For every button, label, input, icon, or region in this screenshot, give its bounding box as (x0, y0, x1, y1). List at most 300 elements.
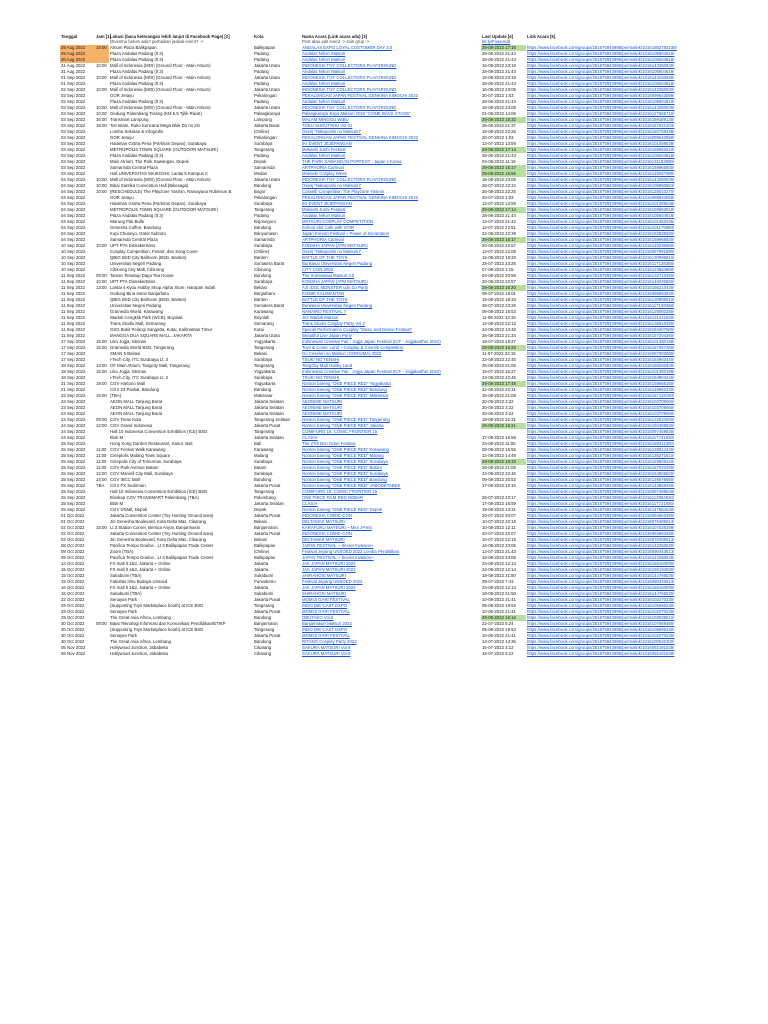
event-name-link[interactable]: Andalas Nihon Matsuri (302, 98, 346, 104)
event-name-link[interactable]: JAK JAPAN MATSURI 2022 (302, 560, 356, 566)
last-update-cell: 10-08-2022 12:11 (482, 524, 516, 530)
city-cell: Sukabumi (254, 590, 274, 596)
event-url-link[interactable]: https://www.facebook.com/groups/251875943895/permalink/1016099643058/ (527, 92, 675, 98)
city-cell: Jakarta Pusat (254, 608, 281, 614)
event-url-link[interactable]: https://www.facebook.com/groups/251875943895/permalink/1016152838290/ (527, 230, 675, 236)
header-nama-acara: Nama Acara (Link acara ada) [3] (302, 34, 368, 39)
event-name-link[interactable]: DELTAMAS MATSURI (302, 518, 345, 524)
date-cell: 11 Sep 2022 (61, 284, 86, 290)
event-name-link[interactable]: BATTLE OF THE TOYS (302, 296, 348, 302)
event-name-link[interactable]: INDONESIA COMIC-CON (302, 512, 352, 518)
date-cell: 10 Sep 2022 (61, 248, 86, 254)
event-url-link[interactable]: https://www.facebook.com/groups/251875943895/permalink/1016101052036/ (527, 218, 675, 224)
event-name-link[interactable]: THE PARK SAWANGAN POPFEST : Japan x Korea (302, 158, 402, 164)
event-url-link[interactable]: https://www.facebook.com/groups/251875943895/permalink/1016157204350/ (527, 332, 675, 338)
event-url-link[interactable]: https://www.facebook.com/groups/251875943895/permalink/1016159189130/ (527, 116, 675, 122)
event-url-link[interactable]: https://www.facebook.com/groups/251875943895/permalink/1016154903440/ (527, 356, 675, 362)
location-cell: UPT PTA Disnakertrans (110, 242, 156, 248)
event-name-link[interactable]: Beautiful Live Japan Party (302, 332, 352, 338)
event-name-link[interactable]: INDONESIA TOY COLLECTORS PLAYGROUND (302, 104, 397, 110)
fix-event-link[interactable]: bit.ly/FixeeAdd (482, 39, 511, 45)
location-cell: FX mall lt 1&3, Jakarta + Online (110, 560, 171, 566)
event-url-link[interactable]: https://www.facebook.com/groups/251875943895/permalink/1016147684630/ (527, 506, 675, 512)
event-name-link[interactable]: INDONESIA COMIC-CON (302, 530, 352, 536)
event-url-link[interactable]: https://www.facebook.com/groups/251875943895/permalink/1016131441830/ (527, 314, 675, 320)
event-name-link[interactable]: INDONESIA TOY COLLECTORS PLAYGROUND (302, 86, 397, 92)
event-url-link[interactable]: https://www.facebook.com/groups/251875943895/permalink/1016100532300/ (527, 638, 675, 644)
event-url-link[interactable]: https://www.facebook.com/groups/251875943895/permalink/1016143250630/ (527, 176, 675, 182)
event-name-link[interactable]: Nonton bareng "ONE PIECE RED" Surabaya (302, 458, 388, 464)
event-name-link[interactable]: KONSHA JAPAN (ATM MATSURI) (302, 278, 368, 284)
location-cell: Atrium Plaza Balikpapan (110, 44, 157, 50)
event-url-link[interactable]: https://www.facebook.com/groups/251875943895/permalink/1016097991890/ (527, 248, 675, 254)
location-cell: Senayan Park (110, 608, 137, 614)
event-url-link[interactable]: https://www.facebook.com/groups/251875943895/permalink/1016101089548/ (527, 140, 675, 146)
event-url-link[interactable]: https://www.facebook.com/groups/251875943895/permalink/1016105604818/ (527, 152, 675, 158)
event-url-link[interactable]: https://www.facebook.com/groups/251875943895/permalink/1016123564860/ (527, 266, 675, 272)
location-cell: Gedung Bina Sains Banjarbaru (110, 290, 170, 296)
event-name-link[interactable]: TSUKI NO TENSHI (302, 356, 340, 362)
last-update-cell: 29-08-2022 16:32 (481, 117, 526, 123)
city-cell: Tangerang (254, 146, 275, 152)
event-name-link[interactable]: OBUTAKO Vol.5 (302, 614, 334, 620)
event-name-link[interactable]: Palangkaraya Expo Matsuri 2022 "COME BACK STAGE" (302, 110, 411, 116)
event-url-link[interactable]: https://www.facebook.com/groups/251875943895/permalink/1016097469540/ (527, 428, 675, 434)
event-url-link[interactable]: https://www.facebook.com/groups/251875943895/permalink/10161582783238/ (527, 44, 677, 50)
event-name-link[interactable]: CLAS:H (302, 500, 318, 506)
date-cell: 02 Oct 2022 (61, 536, 85, 542)
last-update-cell: 08-08-2022 15:55 (482, 446, 516, 452)
date-cell: 30 Oct 2022 (61, 632, 85, 638)
event-name-link[interactable]: Andalas Nihon Matsuri (302, 212, 346, 218)
event-url-link[interactable]: https://www.facebook.com/groups/251875943895/permalink/1016155194030/ (527, 560, 675, 566)
city-cell: Jakarta Selatan (254, 404, 284, 410)
event-name-link[interactable]: Bunkasai Universitas Negeri Padang (302, 302, 372, 308)
event-name-link[interactable]: RITANO Cosplay Party 2022 (302, 638, 357, 644)
city-cell: Jakarta (254, 566, 269, 572)
last-update-cell: 26-08-2022 21:37 (482, 122, 516, 128)
event-link-cell[interactable] (526, 651, 738, 657)
date-cell: 14 Oct 2022 (61, 560, 85, 566)
location-cell: Plaza Andalas Padang (lt 3) (110, 68, 164, 74)
location-cell: GF Main Atrium, Tangcity Mall, Tangerang (110, 362, 190, 368)
city-cell: Yogyakarta (254, 380, 276, 386)
time-cell: 09:00 (96, 416, 107, 422)
event-url-link[interactable]: https://www.facebook.com/groups/251875943895/permalink/1016127665710/ (527, 110, 675, 116)
event-url-link[interactable]: https://www.facebook.com/groups/251875943895/permalink/1016159653018/ (527, 206, 675, 212)
event-url-link[interactable]: https://www.facebook.com/groups/251875943895/permalink/1016150488630/ (527, 422, 675, 428)
event-url-link[interactable]: https://www.facebook.com/groups/251875943895/permalink/1016143958480/ (527, 482, 675, 488)
event-name-link[interactable]: Moeseki Cosplay Week (302, 170, 347, 176)
event-name-link[interactable]: SAKURA MATSURI Vol.9 (302, 644, 351, 650)
date-cell: 04 Sep 2022 (61, 236, 86, 242)
time-cell: 19:00 (96, 392, 107, 398)
event-name-link[interactable]: Toys & Comic Land ~ Cosplay & Cosmik Competition (302, 344, 404, 350)
event-name-link[interactable]: Mokashi Junhi Festival (302, 146, 346, 152)
event-url-link[interactable]: https://www.facebook.com/groups/251875943895/permalink/1016092181538/ (527, 644, 675, 650)
event-name-link[interactable]: JAK JAPAN MATSURI 2022 (302, 584, 356, 590)
event-name-link[interactable]: Oxenj "Nakayoshi no Matsuriri" (302, 248, 362, 254)
city-cell: Cikarang (254, 650, 272, 656)
event-url-link[interactable]: https://www.facebook.com/groups/251875943895/permalink/1016105695230/ (527, 602, 675, 608)
event-name-link[interactable]: AJI IDOL MONSTER udo DJ Party (302, 284, 368, 290)
event-name-link[interactable]: Nonton bareng "ONE PIECE RED" Surabaya (302, 470, 388, 476)
location-cell: Bioskop CGV TRANSMART Palembang (TBA) (110, 494, 199, 500)
location-cell: Balai Santika Convention Hall (Bikesaga) (110, 182, 189, 188)
event-url-link[interactable]: https://www.facebook.com/groups/251875943895/permalink/1016097469540/ (527, 488, 675, 494)
event-url-link[interactable]: https://www.facebook.com/groups/251875943895/permalink/1016117138368/ (527, 302, 675, 308)
event-url-link[interactable]: https://www.facebook.com/groups/251875943895/permalink/1016107535298/ (527, 524, 675, 530)
event-url-link[interactable]: https://www.facebook.com/groups/251875943895/permalink/1016143250630/ (527, 554, 675, 560)
city-cell: Bali (254, 440, 262, 446)
event-name-link[interactable]: Festival Jepang UNSOED 2022 (302, 578, 363, 584)
event-url-link[interactable]: https://www.facebook.com/groups/251875943895/permalink/1016117731930/ (527, 434, 675, 440)
last-update-cell: 11-08-2022 13:18 (482, 314, 516, 320)
event-url-link[interactable]: https://www.facebook.com/groups/251875943895/permalink/1016128010270/ (527, 188, 675, 194)
last-update-cell: 09-08-2022 20:52 (482, 476, 516, 482)
event-url-link[interactable]: https://www.facebook.com/groups/251875943895/permalink/1016158292930/ (527, 362, 675, 368)
time-cell: 08:00 (96, 620, 107, 626)
event-url-link[interactable]: https://www.facebook.com/groups/251875943895/permalink/1016107988480/ (527, 620, 675, 626)
event-name-link[interactable]: MOMIJI GARI FESTIVAL (302, 632, 350, 638)
event-url-link[interactable]: https://www.facebook.com/groups/251875943895/permalink/1016159608420/ (527, 458, 675, 464)
event-url-link[interactable]: https://www.facebook.com/groups/251875943895/permalink/1016159666160/ (527, 380, 675, 386)
last-update-cell: 20-07-2022 1:03 (482, 194, 514, 200)
city-cell: Jakarta Selatan (254, 434, 284, 440)
event-name-link[interactable]: MOMIJI GARI FESTIVAL (302, 608, 350, 614)
event-url-link[interactable]: https://www.facebook.com/groups/251875943895/permalink/1016097083090/ (527, 350, 675, 356)
last-update-cell: 28-07-2022 22:34 (482, 182, 516, 188)
date-cell: 30 Aug 2022 (60, 57, 95, 63)
event-url-link[interactable]: https://www.facebook.com/groups/251875943895/permalink/1016101380198/ (527, 368, 675, 374)
event-url-link[interactable]: https://www.facebook.com/groups/251875943895/permalink/1016103709060/ (527, 410, 675, 416)
event-url-link[interactable]: https://www.facebook.com/groups/251875943895/permalink/1016156210430/ (527, 284, 675, 290)
date-cell: 29 Oct 2022 (61, 602, 85, 608)
event-name-link[interactable]: INDONESIA TOY COLLECTORS PLAYGROUND (302, 62, 397, 68)
location-cell: Hong Kong Garden Restaurant, Sanur, Bali (110, 440, 193, 446)
event-url-link[interactable]: https://www.facebook.com/groups/251875943895/permalink/1016099643058/ (527, 134, 675, 140)
date-cell: 09 Oct 2022 (61, 548, 85, 554)
event-url-link[interactable]: https://www.facebook.com/groups/251875943895/permalink/1016099643058/ (527, 194, 675, 200)
event-name-link[interactable]: Cosxelb Competition The Playzone Yasmin (302, 188, 385, 194)
event-url-link[interactable]: https://www.facebook.com/groups/251875943895/permalink/1016143250630/ (527, 542, 675, 548)
last-update-cell: 28-06-2022 21:44 (482, 68, 516, 74)
event-url-link[interactable]: https://www.facebook.com/groups/251875943895/permalink/1016143250630/ (527, 74, 675, 80)
event-url-link[interactable]: https://www.facebook.com/groups/251875943895/permalink/1016154906820/ (527, 470, 675, 476)
time-cell: 10:00 (96, 182, 107, 188)
event-url-link[interactable]: https://www.facebook.com/groups/251875943895/permalink/1016117731930/ (527, 500, 675, 506)
event-name-link[interactable]: ONE PIECE FILM RED NOBAR (302, 494, 364, 500)
event-url-link[interactable]: https://www.facebook.com/groups/251875943895/permalink/1016101176880/ (527, 224, 675, 230)
event-name-link[interactable]: ARTPHORIA Carnival (302, 236, 344, 242)
time-cell: 13:00 (96, 362, 107, 368)
event-url-link[interactable]: https://www.facebook.com/groups/251875943895/permalink/1016158966930/ (527, 164, 675, 170)
city-cell: Banten (254, 254, 268, 260)
event-name-link[interactable]: BATTLE OF THE TOYS (302, 254, 348, 260)
event-url-link[interactable]: https://www.facebook.com/groups/251875943895/permalink/1016128014430/ (527, 446, 675, 452)
location-cell: Sukabumi (TBA) (110, 590, 142, 596)
event-name-link[interactable]: TSUKI NO TENSHI (302, 374, 340, 380)
date-cell: 02 Sep 2022 (61, 98, 86, 104)
event-url-link[interactable]: https://www.facebook.com/groups/251875943895/permalink/1016130995810/ (527, 296, 675, 302)
event-name-link[interactable]: School Idol Cafe with VOIR (302, 224, 355, 230)
event-name-link[interactable]: PEKALONGAN JAPAN FESTIVAL GENKINA KIMOCHI 2022 (302, 134, 418, 140)
event-name-link[interactable]: IKI EVENT JEJEPANGAN (302, 200, 352, 206)
event-url-link[interactable]: https://www.facebook.com/groups/251875943895/permalink/1016101089548/ (527, 200, 675, 206)
event-name-link[interactable]: Banjarmasin Matsuri 2022 (302, 620, 352, 626)
event-url-link[interactable]: https://www.facebook.com/groups/251875943895/permalink/1016149267980/ (527, 170, 675, 176)
event-name-link[interactable]: Japan Korean Festival ~ Power of Generation (302, 230, 390, 236)
event-name-link[interactable]: Go Ceseleri no Matsuri (GORIUMA) 2022 (302, 350, 382, 356)
time-cell: 10:00 (96, 110, 107, 116)
last-update-cell: 25-07-2022 23:17 (482, 494, 516, 500)
last-update-cell: 17-08-2022 16:59 (482, 500, 516, 506)
event-url-link[interactable]: https://www.facebook.com/groups/251875943895/permalink/1016133712450/ (527, 272, 675, 278)
event-name-link[interactable]: Jez Waduk Matsuri (302, 314, 339, 320)
event-name-link[interactable]: NANAIRO FESTIVAL 7 (302, 308, 347, 314)
event-url-link[interactable]: https://www.facebook.com/groups/251875943895/permalink/1016131183680/ (527, 158, 675, 164)
last-update-cell: 28-06-2022 21:44 (482, 98, 516, 104)
location-cell: Hollywood Junction, Jababeka (110, 650, 169, 656)
event-name-link[interactable]: Bunkasai Universitas Negeri Padang (302, 260, 372, 266)
event-url-link[interactable]: https://www.facebook.com/groups/251875943895/permalink/1016144766530/ (527, 572, 675, 578)
date-cell: 21 Sep 2022 (61, 380, 86, 386)
event-url-link[interactable]: https://www.facebook.com/groups/251875943895/permalink/1016105604818/ (527, 68, 675, 74)
event-name-link[interactable]: DELTAMAS MATSURI (302, 536, 345, 542)
last-update-cell: 20-07-2022 1:03 (482, 134, 514, 140)
event-url-link[interactable]: https://www.facebook.com/groups/251875943895/permalink/1016136916390/ (527, 320, 675, 326)
event-name-link[interactable]: Oxenj "Nakayoshi no Matsuriri" (302, 128, 362, 134)
event-name-link[interactable]: Nonton bareng "ONE PIECE RED" Depok (302, 506, 382, 512)
event-name-link[interactable]: Nonton bareng "ONE PIECE RED" Jakarta (302, 422, 384, 428)
location-cell: METROPOLIS TOWN SQUARE (OUTDOOR MATSURI) (110, 146, 218, 152)
event-name-link[interactable]: KARAFURU MATSURI ~ Mini J-Fest (302, 524, 372, 530)
city-cell: Kutai (254, 326, 264, 332)
event-url-link[interactable]: https://www.facebook.com/groups/251875943895/permalink/1016103709060/ (527, 404, 675, 410)
event-name-link[interactable]: MOMIJI GARI FESTIVAL (302, 596, 350, 602)
event-name-link[interactable]: AEONMIE MATSURI (302, 404, 343, 410)
event-url-link[interactable]: https://www.facebook.com/groups/251875943895/permalink/1016105604818/ (527, 212, 675, 218)
event-url-link[interactable]: https://www.facebook.com/groups/251875943895/permalink/1016076489013/ (527, 536, 675, 542)
event-name-link[interactable]: COMIFURO 15: COMIC FRONTIER 15 (302, 488, 378, 494)
event-url-link[interactable]: https://www.facebook.com/groups/251875943895/permalink/1016128060280/ (527, 308, 675, 314)
event-name-link[interactable]: Festival Jepang UNSOED 2022 Lomba Pendidikan (302, 548, 400, 554)
event-name-link[interactable]: Andalas Nihon Matsuri (302, 80, 346, 86)
last-update-cell: 10-06-2022 21:41 (482, 596, 516, 602)
event-name-link[interactable]: Andalas Nihon Matsuri (302, 50, 346, 56)
location-cell: Warung Pak Bulle (110, 218, 145, 224)
event-name-link[interactable]: ANDALAS EXPO LOYAL CUSTOMER DAY 3.0 (302, 44, 393, 50)
event-url-link[interactable]: https://www.facebook.com/groups/251875943895/permalink/1016076489013/ (527, 518, 675, 524)
event-name-link[interactable]: INDO DIE-CAST EXPO (302, 602, 348, 608)
event-url-link[interactable]: https://www.facebook.com/groups/251875943895/permalink/1016138271610/ (527, 452, 675, 458)
event-name-link[interactable]: The 27th Bon Odori Festival (302, 440, 356, 446)
event-url-link[interactable]: https://www.facebook.com/groups/251875943895/permalink/1016096893940/ (527, 290, 675, 296)
event-url-link[interactable]: https://www.facebook.com/groups/251875943895/permalink/1016154407580/ (527, 326, 675, 332)
city-cell: Semarang (254, 320, 274, 326)
event-url-link[interactable]: https://www.facebook.com/groups/251875943895/permalink/1016157118160/ (527, 392, 675, 398)
event-name-link[interactable]: INDONESIA TOY COLLECTORS PLAYGROUND (302, 74, 397, 80)
last-update-cell: 23-08-2022 22:46 (482, 470, 516, 476)
event-url-link[interactable]: https://www.facebook.com/groups/251875943895/permalink/1016090443513/ (527, 578, 675, 584)
event-name-link[interactable]: AEONMIE MATSURI (302, 398, 343, 404)
event-name-link[interactable]: Trans Studio Cosplay Party Vol 2 (302, 320, 365, 326)
city-cell: Jakarta Utara (254, 332, 280, 338)
date-cell: 17 Sep 2022 (61, 338, 86, 344)
event-name-link[interactable]: PEKALONGAN JAPAN FESTIVAL GENKINA KIMOCHI 2022 (302, 92, 418, 98)
event-name-link[interactable]: ARTPHORIA Carnival (302, 164, 344, 170)
event-name-link[interactable]: Nonton bareng "ONE PIECE RED" Malang (302, 452, 384, 458)
event-name-link[interactable]: Nonton bareng "ONE PIECE RED" Tangerang (302, 416, 390, 422)
last-update-cell: 20-08-2022 22:57 (482, 242, 516, 248)
event-name-link[interactable]: INDO DIE-CAST EXPO (302, 626, 348, 632)
event-url-link[interactable]: https://www.facebook.com/groups/251875943895/permalink/1016102270230/ (527, 596, 675, 602)
event-url-link[interactable]: https://www.facebook.com/groups/251875943895/permalink/1016102270230/ (527, 608, 675, 614)
event-name-link[interactable]: Oxenj "Nakayoshi no Matsuriri" (302, 182, 362, 188)
location-cell: Gramedia World BSD, Tangerang (110, 344, 174, 350)
event-url-link[interactable]: https://www.facebook.com/groups/251875943895/permalink/1016105695230/ (527, 626, 675, 632)
event-name-link[interactable]: Nonton bareng "ONE PIECE RED" JABODETABEK (302, 482, 401, 488)
last-update-cell: 26-08-2022 22:25 (482, 188, 516, 194)
date-cell: 05 Nov 2022 (61, 644, 86, 650)
last-update-cell: 17-08-2022 12:10 (482, 482, 516, 488)
date-cell: 01 Oct 2022 (61, 512, 85, 518)
event-name-link[interactable]: IKI EVENT JEJEPANGAN (302, 140, 352, 146)
location-cell: Lt 3 Station Corner, Bersua Anyar, Banjarmasin (110, 524, 201, 530)
event-name-link[interactable]: CLAS:H (302, 434, 318, 440)
event-name-link[interactable]: The Xuiranasiai Matsuri 3.0 (302, 272, 355, 278)
event-url-link[interactable]: https://www.facebook.com/groups/251875943895/permalink/1016155194030/ (527, 566, 675, 572)
time-cell: 11:00 (96, 446, 107, 452)
event-url-link[interactable]: https://www.facebook.com/groups/251875943895/permalink/1016159211380/ (527, 440, 675, 446)
event-url-link[interactable]: https://www.facebook.com/groups/251875943895/permalink/1016149236650/ (527, 242, 675, 248)
last-update-cell: 18-08-2022 21:50 (482, 590, 516, 596)
event-url-link[interactable]: https://www.facebook.com/groups/251875943895/permalink/1016143250630/ (527, 62, 675, 68)
date-cell: 11 Sep 2022 (61, 296, 86, 302)
city-cell: Depok (254, 158, 267, 164)
date-cell: 23 Sep 2022 (61, 404, 86, 410)
event-name-link[interactable]: JAK JAPAN MATSURI 2022 (302, 566, 356, 572)
event-url-link[interactable]: https://www.facebook.com/groups/251875943895/permalink/1016159039510/ (527, 614, 675, 620)
event-name-link[interactable]: AEONMIE MATSURI (302, 410, 343, 416)
event-url-link[interactable]: https://www.facebook.com/groups/251875943895/permalink/1016094663480/ (527, 530, 675, 536)
event-url-link[interactable]: https://www.facebook.com/groups/251875943895/permalink/1016159653018/ (527, 146, 675, 152)
event-name-link[interactable]: CITY CON 2022 (302, 266, 334, 272)
event-url-link[interactable]: https://www.facebook.com/groups/251875943895/permalink/1016092181538/ (527, 650, 675, 656)
event-url-link[interactable]: https://www.facebook.com/groups/251875943895/permalink/1016117138368/ (527, 260, 675, 266)
event-url-link[interactable]: https://www.facebook.com/groups/251875943895/permalink/1016094663480/ (527, 512, 675, 518)
event-url-link[interactable]: https://www.facebook.com/groups/251875943895/permalink/1016157032480/ (527, 464, 675, 470)
event-url-link[interactable]: https://www.facebook.com/groups/251875943895/permalink/1016144766530/ (527, 590, 675, 596)
event-url-link[interactable]: https://www.facebook.com/groups/251875943895/permalink/1016157021203/ (527, 122, 675, 128)
location-cell: Senayan Park (110, 632, 137, 638)
event-name-link[interactable]: KOMIK KALIMANTAN (302, 290, 345, 296)
event-name-link[interactable]: Nonton bareng "ONE PIECE RED" Karawang (302, 446, 389, 452)
event-url-link[interactable]: https://www.facebook.com/groups/251875943895/permalink/1016130995810/ (527, 254, 675, 260)
city-cell: Batam (254, 464, 267, 470)
date-cell: 11 Sep 2022 (61, 290, 86, 296)
event-name-cell[interactable] (301, 651, 481, 657)
event-url-link[interactable]: https://www.facebook.com/groups/251875943895/permalink/1016105604818/ (527, 50, 675, 56)
event-name-link[interactable]: Nonton bareng "ONE PIECE RED" Bandung (302, 386, 387, 392)
city-cell: Jakarta Selatan (254, 398, 284, 404)
city-cell: Jakarta Pusat (254, 596, 281, 602)
event-url-link[interactable]: https://www.facebook.com/groups/251875943895/permalink/1016112954830/ (527, 494, 675, 500)
event-url-link[interactable]: https://www.facebook.com/groups/251875943895/permalink/1016103709060/ (527, 398, 675, 404)
date-cell: 08 Oct 2022 (61, 542, 85, 548)
event-name-link[interactable]: JAPAN FESTIVAL ~ Secret Invasion~ (302, 542, 374, 548)
event-url-link[interactable]: https://www.facebook.com/groups/251875943895/permalink/1016143250630/ (527, 104, 675, 110)
event-name-link[interactable]: JAPAN FESTIVAL ~ Secret Invasion~ (302, 554, 374, 560)
event-name-link[interactable]: Nonton bareng "ONE PIECE RED" Batam (302, 464, 382, 470)
event-url-link[interactable]: https://www.facebook.com/groups/251875943895/permalink/1016158966930/ (527, 236, 675, 242)
event-name-link[interactable]: COMIFURO 15: COMIC FRONTIER 15 (302, 428, 378, 434)
event-name-link[interactable]: Nonton bareng "ONE PIECE RED" Makassar (302, 392, 389, 398)
location-cell: Cibinong City Mall, Cibinong (110, 266, 164, 272)
city-cell: Samarinda (254, 164, 275, 170)
event-url-link[interactable]: https://www.facebook.com/groups/251875943895/permalink/1016154903440/ (527, 374, 675, 380)
location-cell: GOR Jetayu (110, 92, 134, 98)
event-name-link[interactable]: MALAM MINGGU WIBU (302, 116, 349, 122)
event-name-link[interactable]: Indonesian Creative Fair : Jogja Japan Festival (ICF - Jogjakarther 2022) (302, 368, 441, 374)
event-name-link[interactable]: Andalas Nihon Matsuri (302, 152, 346, 158)
location-cell: i-Tech City, ITC Surabaya Lt. 2 (110, 356, 169, 362)
event-name-link[interactable]: Nonton bareng "ONE PIECE RED" Bandung (302, 476, 387, 482)
city-cell: Padang (254, 212, 269, 218)
event-name-link[interactable]: Nonton bareng "ONE PIECE RED" Yogyakarta (302, 380, 391, 386)
event-name-link[interactable]: PEKALONGAN JAPAN FESTIVAL GENKINA KIMOCHI 2022 (302, 194, 418, 200)
date-cell: 03 Sep 2022 (61, 164, 86, 170)
event-url-link[interactable]: https://www.facebook.com/groups/251875943895/permalink/1016102270230/ (527, 632, 675, 638)
location-cell: (Supporting Toys Marketplace booth) at ICE BSD (110, 602, 204, 608)
event-name-link[interactable]: TOKU SHOUTSHU Vol 01 (302, 122, 353, 128)
date-cell: 29 Oct 2022 (61, 608, 85, 614)
event-url-link[interactable]: https://www.facebook.com/groups/251875943895/permalink/1016148652230/ (527, 386, 675, 392)
event-name-link[interactable]: Mokashi Junhi Festival (302, 206, 346, 212)
time-cell: 13:00 (96, 284, 107, 290)
event-url-link[interactable]: https://www.facebook.com/groups/251875943895/permalink/1016128576560/ (527, 476, 675, 482)
location-cell: Liko Jogja, Sleman (110, 368, 147, 374)
event-name-link[interactable]: INDONESIA TOY COLLECTORS PLAYGROUND (302, 176, 397, 182)
event-name-link[interactable]: SHIRAHOSI MATSURI (302, 572, 346, 578)
event-name-link[interactable]: Special Performance Cosplay "Music and Dance Festival" (302, 326, 413, 332)
event-url-link[interactable]: https://www.facebook.com/groups/251875943895/permalink/1016105604818/ (527, 80, 675, 86)
event-url-link[interactable]: https://www.facebook.com/groups/251875943895/permalink/1016143250630/ (527, 86, 675, 92)
location-cell: Samarinda Central Plaza (110, 164, 158, 170)
event-url-link[interactable]: https://www.facebook.com/groups/251875943895/permalink/1016155194030/ (527, 584, 675, 590)
event-name-link[interactable]: Andalas Nihon Matsuri (302, 56, 346, 62)
event-name-link[interactable]: Indonesian Creative Fair : Jogja Japan Festival (ICF - Jogjakarther 2022) (302, 338, 441, 344)
city-cell: Surabaya (254, 374, 273, 380)
event-url-link[interactable]: https://www.facebook.com/groups/251875943895/permalink/1016150769438/ (527, 128, 675, 134)
event-name-link[interactable]: Andalas Nihon Matsuri (302, 68, 346, 74)
event-name-link[interactable]: SHIRAHOSI MATSURI (302, 590, 346, 596)
event-url-link[interactable]: https://www.facebook.com/groups/251875943895/permalink/1016157657260/ (527, 344, 675, 350)
event-name-link[interactable]: MATSURI COSPLAY COMPETITION (302, 218, 374, 224)
event-url-link[interactable]: https://www.facebook.com/groups/251875943895/permalink/1016101380198/ (527, 338, 675, 344)
event-url-link[interactable]: https://www.facebook.com/groups/251875943895/permalink/1016105604818/ (527, 56, 675, 62)
event-name-link[interactable]: TangCity Mall Hobby Land (302, 362, 353, 368)
city-cell: Purwokerto (254, 578, 276, 584)
event-url-link[interactable]: https://www.facebook.com/groups/251875943895/permalink/1016105604818/ (527, 98, 675, 104)
last-update-cell: 09-07-2022 7:43 (482, 578, 514, 584)
event-url-link[interactable]: https://www.facebook.com/groups/251875943895/permalink/1016132534260/ (527, 416, 675, 422)
event-name-link[interactable]: KONSHA JAPAN (ATM MATSURI) (302, 242, 368, 248)
event-url-link[interactable]: https://www.facebook.com/groups/251875943895/permalink/1016149236650/ (527, 278, 675, 284)
event-url-link[interactable]: https://www.facebook.com/groups/251875943895/permalink/1016108950853/ (527, 182, 675, 188)
event-url-link[interactable]: https://www.facebook.com/groups/251875943895/permalink/1016090443513/ (527, 548, 675, 554)
event-name-link[interactable]: SAKURA MATSURI Vol.9 (302, 650, 351, 656)
